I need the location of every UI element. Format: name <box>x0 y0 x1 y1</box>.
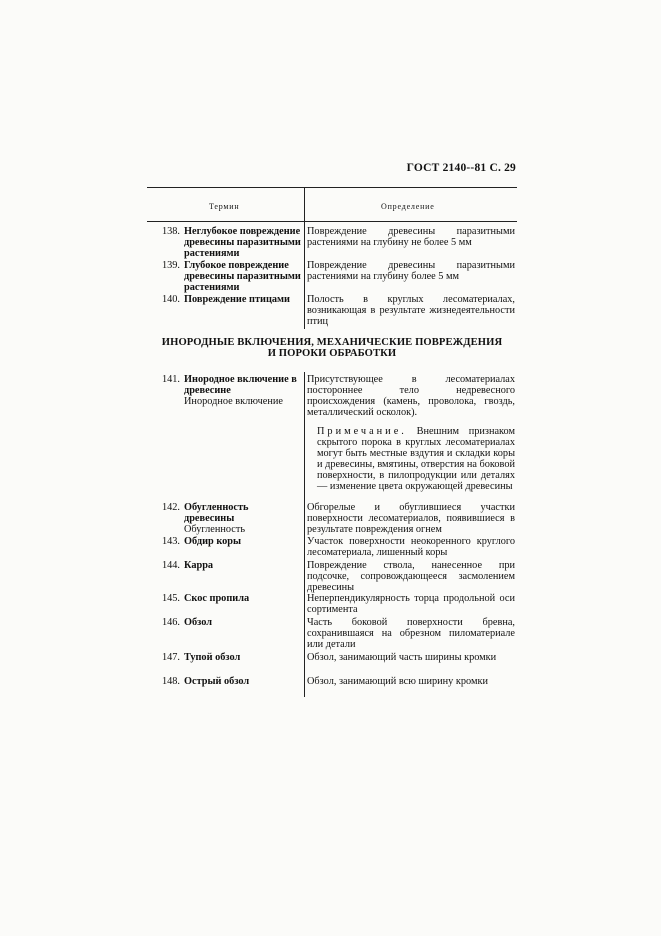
term-name: Острый обзол <box>184 676 250 687</box>
term-name: Повреждение птицами <box>184 294 290 305</box>
table-header-rule <box>147 221 517 222</box>
term-definition: Повреждение древесины паразитными растениями на глубину не более 5 мм <box>307 226 515 248</box>
term-number: 146. <box>161 617 180 628</box>
term-name: Обдир коры <box>184 536 242 547</box>
table-column-divider <box>304 372 305 697</box>
term-name: Глубокое повреждение древесины паразитными растениями <box>184 260 301 293</box>
term-name: Обзол <box>184 617 213 628</box>
term-definition: Часть боковой поверхности бревна, сохранившаяся на обрезном пиломатериале или детали <box>307 617 515 650</box>
term-name: Тупой обзол <box>184 652 241 663</box>
page-header: ГОСТ 2140--81 С. 29 <box>406 162 516 174</box>
term-note: Примечание. Внешним признаком скрытого порока в круглых лесоматериалах могут быть местные вздутия и складки коры и древесины, вмятины, отверстия на боковой поверхности, в пилопродукции или деталях — изменение цвета окружающей древесины <box>317 426 515 492</box>
term-definition: Повреждение ствола, нанесенное при подсочке, сопровождающееся засмолением древесины <box>307 560 515 593</box>
term-number: 140. <box>161 294 180 305</box>
term-definition: Обзол, занимающий всю ширину кромки <box>307 676 488 687</box>
term-number: 139. <box>161 260 180 271</box>
term-definition: Участок поверхности неокоренного круглого лесоматериала, лишенный коры <box>307 536 515 558</box>
term-definition: Неперпендикулярность торца продольной оси сортимента <box>307 593 515 615</box>
term-synonym: Инородное включение <box>184 396 283 407</box>
term-name: Скос пропила <box>184 593 250 604</box>
column-header-definition: Определение <box>381 202 435 211</box>
term-definition: Обзол, занимающий часть ширины кромки <box>307 652 497 663</box>
table-top-rule <box>147 187 517 188</box>
term-definition: Полость в круглых лесоматериалах, возникающая в результате жизнедеятельности птиц <box>307 294 515 327</box>
term-definition: Присутствующее в лесоматериалах постороннее тело недревесного происхождения (камень, проволока, гвоздь, металлический осколок). Примечание. Внешним признаком скрытого порока в круглых лесоматериалах могут быть местные вздутия и складки коры и древесины, вмятины, отверстия на боковой поверхности, в пилопродукции или деталях — изменение цвета окружающей древесины <box>307 374 515 492</box>
term-number: 147. <box>161 652 180 663</box>
term-definition: Обгорелые и обуглившиеся участки поверхности лесоматериалов, появившиеся в результате повреждения огнем <box>307 502 515 535</box>
column-header-term: Термин <box>209 202 240 211</box>
term-number: 148. <box>161 676 180 687</box>
term-definition: Повреждение древесины паразитными растениями на глубину более 5 мм <box>307 260 515 282</box>
term-number: 142. <box>161 502 180 513</box>
table-column-divider <box>304 187 305 221</box>
term-synonym: Обугленность <box>184 524 246 535</box>
table-column-divider <box>304 221 305 329</box>
term-name: Неглубокое повреждение древесины паразитными растениями <box>184 226 301 259</box>
term-number: 145. <box>161 593 180 604</box>
term-number: 143. <box>161 536 180 547</box>
term-number: 138. <box>161 226 180 237</box>
section-heading: ИНОРОДНЫЕ ВКЛЮЧЕНИЯ, МЕХАНИЧЕСКИЕ ПОВРЕЖДЕНИЯ И ПОРОКИ ОБРАБОТКИ <box>161 337 503 359</box>
term-number: 144. <box>161 560 180 571</box>
term-name: Инородное включение в древесине Инородное включение <box>184 374 302 407</box>
term-number: 141. <box>161 374 180 385</box>
term-name: Карра <box>184 560 214 571</box>
term-name: Обугленность древесины Обугленность <box>184 502 302 535</box>
